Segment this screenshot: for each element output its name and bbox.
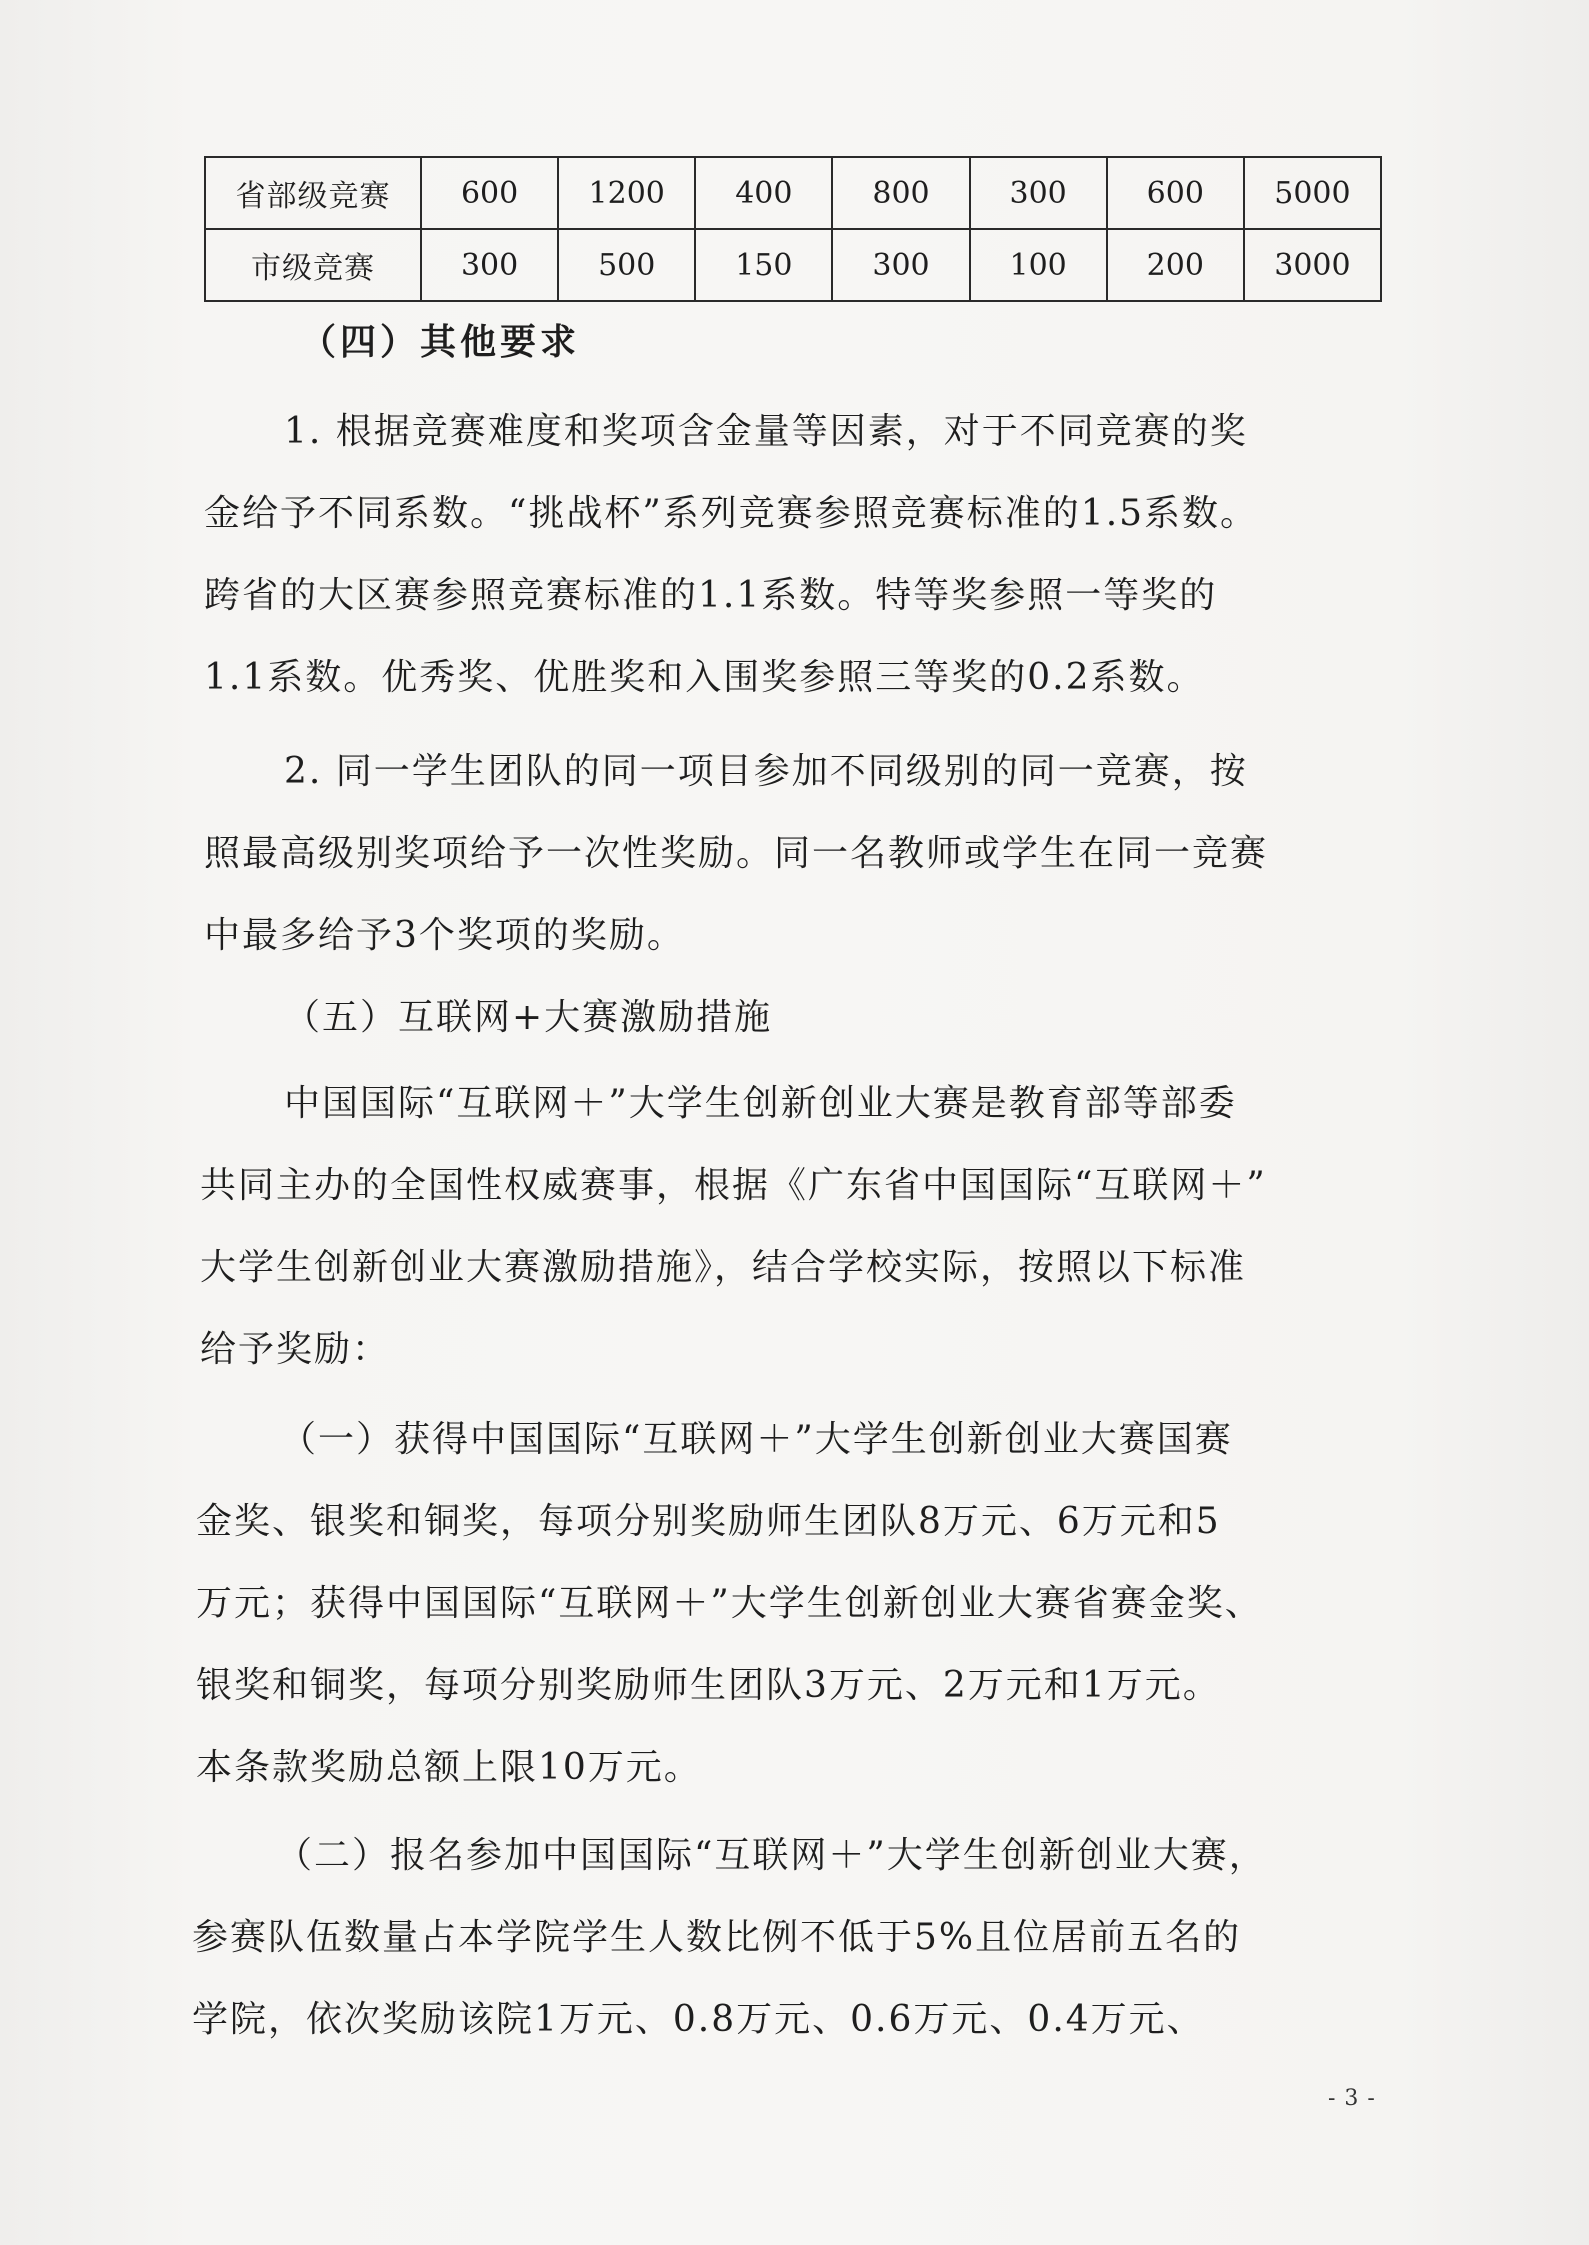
paragraph-line: （一）获得中国国际“互联网＋”大学生创新创业大赛国赛: [280, 1419, 1233, 1460]
award-table-grid: [204, 156, 1382, 302]
paragraph-line: 参赛队伍数量占本学院学生人数比例不低于5%且位居前五名的: [192, 1917, 1242, 1958]
table-cell: 400: [695, 157, 832, 229]
table-cell: 150: [695, 229, 832, 301]
paragraph-line: 金给予不同系数。“挑战杯”系列竞赛参照竞赛标准的1.5系数。: [204, 493, 1259, 534]
table-cell: 100: [970, 229, 1107, 301]
table-cell: 300: [970, 157, 1107, 229]
table-cell: 5000: [1244, 157, 1381, 229]
page-number: - 3 -: [1328, 2086, 1376, 2111]
table-cell: 600: [1107, 157, 1244, 229]
table-cell: 3000: [1244, 229, 1381, 301]
paragraph-line: 金奖、银奖和铜奖，每项分别奖励师生团队8万元、6万元和5: [196, 1501, 1221, 1542]
paragraph-line: 银奖和铜奖，每项分别奖励师生团队3万元、2万元和1万元。: [196, 1665, 1221, 1706]
paragraph-line: 共同主办的全国性权威赛事，根据《广东省中国国际“互联网＋”: [200, 1165, 1267, 1206]
paragraph-line: 给予奖励：: [200, 1329, 391, 1370]
paragraph-line: 本条款奖励总额上限10万元。: [196, 1747, 702, 1788]
paragraph-line: 大学生创新创业大赛激励措施》，结合学校实际，按照以下标准: [200, 1247, 1247, 1288]
table-cell: 800: [832, 157, 969, 229]
award-table: [204, 156, 1382, 302]
table-cell: 600: [421, 157, 558, 229]
row-label: 省部级竞赛: [205, 157, 421, 229]
paragraph-line: 学院，依次奖励该院1万元、0.8万元、0.6万元、0.4万元、: [192, 1999, 1205, 2040]
paragraph-line: 1. 根据竞赛难度和奖项含金量等因素，对于不同竞赛的奖: [284, 411, 1248, 452]
table-cell: 200: [1107, 229, 1244, 301]
section-heading-4: （四）其他要求: [300, 321, 581, 363]
paragraph-line: （二）报名参加中国国际“互联网＋”大学生创新创业大赛，: [276, 1835, 1267, 1876]
table-cell: 500: [558, 229, 695, 301]
paragraph-line: 2. 同一学生团队的同一项目参加不同级别的同一竞赛，按: [284, 751, 1248, 792]
paragraph-line: 跨省的大区赛参照竞赛标准的1.1系数。特等奖参照一等奖的: [204, 575, 1218, 616]
paragraph-line: 中最多给予3个奖项的奖励。: [204, 915, 685, 956]
paragraph-line: 万元；获得中国国际“互联网＋”大学生创新创业大赛省赛金奖、: [196, 1583, 1263, 1624]
table-cell: 300: [421, 229, 558, 301]
table-cell: 300: [832, 229, 969, 301]
table-row: [205, 157, 1381, 229]
row-label: 市级竞赛: [205, 229, 421, 301]
paragraph-line: 照最高级别奖项给予一次性奖励。同一名教师或学生在同一竞赛: [204, 833, 1269, 874]
section-heading-5: （五）互联网+大赛激励措施: [284, 997, 773, 1038]
paragraph-line: 中国国际“互联网＋”大学生创新创业大赛是教育部等部委: [284, 1083, 1237, 1124]
paragraph-line: 1.1系数。优秀奖、优胜奖和入围奖参照三等奖的0.2系数。: [204, 657, 1205, 698]
table-cell: 1200: [558, 157, 695, 229]
table-row: [205, 229, 1381, 301]
